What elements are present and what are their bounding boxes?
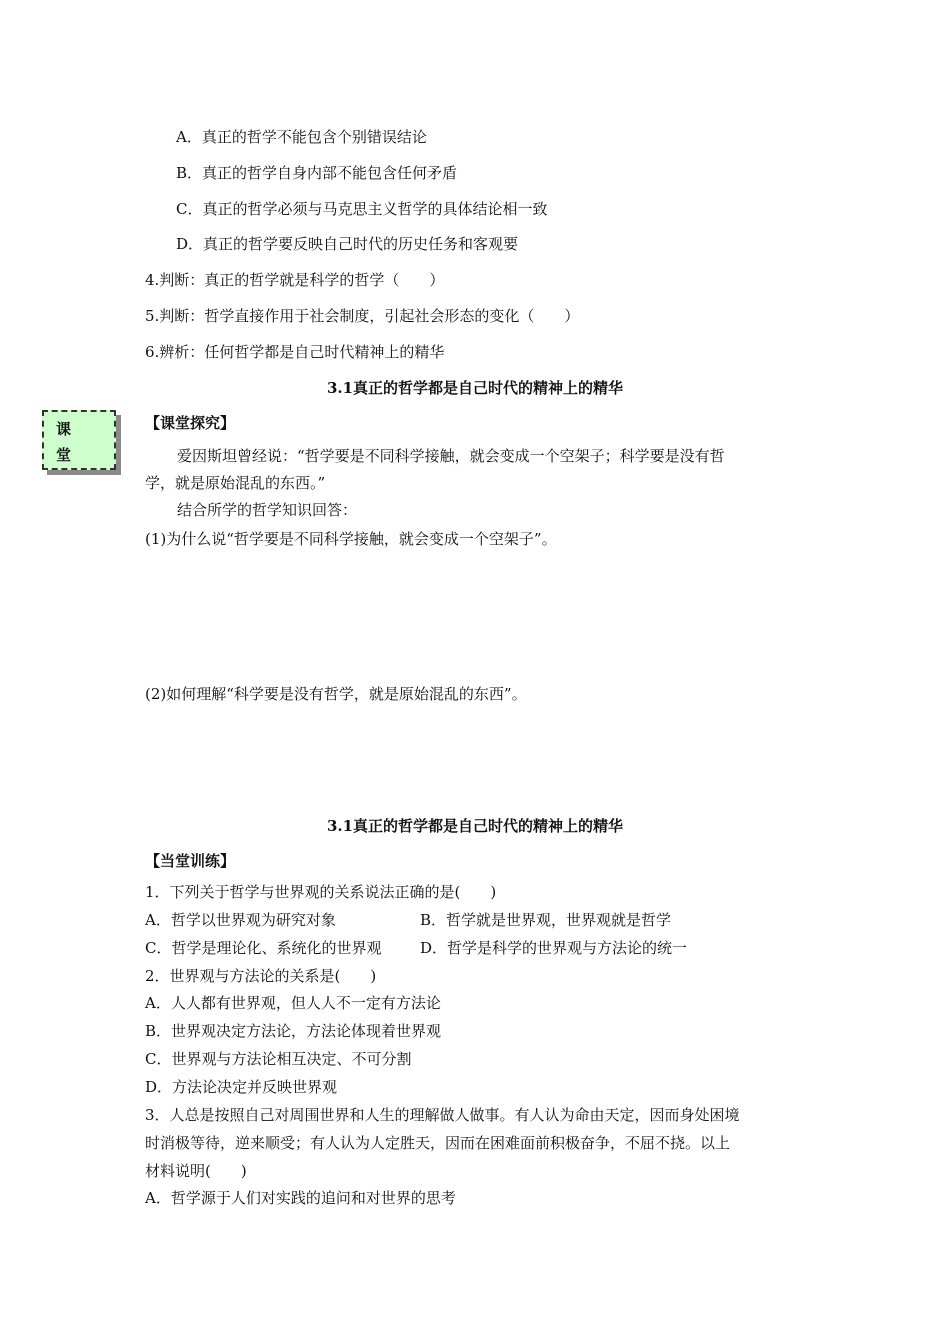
train-q1-option-b: B．哲学就是世界观，世界观就是哲学 xyxy=(420,911,672,929)
train-q2-option-c: C．世界观与方法论相互决定、不可分割 xyxy=(145,1050,412,1068)
train-question-3-line-1: 3．人总是按照自己对周围世界和人生的理解做人做事。有人认为命由天定，因而身处困境 xyxy=(145,1106,740,1124)
train-q2-option-b: B．世界观决定方法论，方法论体现着世界观 xyxy=(145,1022,442,1040)
train-q3-option-a: A．哲学源于人们对实践的追问和对世界的思考 xyxy=(145,1189,456,1207)
question-4: 4.判断：真正的哲学就是科学的哲学（ ） xyxy=(145,271,445,289)
train-q2-option-d: D．方法论决定并反映世界观 xyxy=(145,1078,338,1096)
option-a: A．真正的哲学不能包含个别错误结论 xyxy=(176,128,427,146)
train-q1-option-d: D．哲学是科学的世界观与方法论的统一 xyxy=(420,939,688,957)
train-q1-option-a: A．哲学以世界观为研究对象 xyxy=(145,911,336,929)
sub-question-1: (1)为什么说“哲学要是不同科学接触，就会变成一个空架子”。 xyxy=(145,530,557,548)
train-q1-option-c: C．哲学是理论化、系统化的世界观 xyxy=(145,939,382,957)
classroom-badge xyxy=(42,410,116,470)
option-d: D．真正的哲学要反映自己时代的历史任务和客观要 xyxy=(176,235,519,253)
quote-line-2: 学，就是原始混乱的东西。” xyxy=(145,474,326,492)
train-q2-option-a: A．人人都有世界观，但人人不一定有方法论 xyxy=(145,994,441,1012)
badge-char-1: 课 xyxy=(56,420,72,438)
section2-title: 3.1真正的哲学都是自己时代的精神上的精华 xyxy=(326,817,624,835)
badge-char-2: 堂 xyxy=(56,446,72,464)
prompt-text: 结合所学的哲学知识回答： xyxy=(177,501,358,519)
quote-line-1: 爱因斯坦曾经说：“哲学要是不同科学接触，就会变成一个空架子；科学要是没有哲 xyxy=(177,447,725,465)
section1-title: 3.1真正的哲学都是自己时代的精神上的精华 xyxy=(326,379,624,397)
option-b: B．真正的哲学自身内部不能包含任何矛盾 xyxy=(176,164,458,182)
train-question-3-line-2: 时消极等待，逆来顺受；有人认为人定胜天，因而在困难面前积极奋争，不屈不挠。以上 xyxy=(145,1134,731,1152)
question-5: 5.判断：哲学直接作用于社会制度，引起社会形态的变化（ ） xyxy=(145,307,580,325)
option-c: C．真正的哲学必须与马克思主义哲学的具体结论相一致 xyxy=(176,200,548,218)
sub-question-2: (2)如何理解“科学要是没有哲学，就是原始混乱的东西”。 xyxy=(145,685,527,703)
section2-heading: 【当堂训练】 xyxy=(145,852,236,870)
train-question-1: 1．下列关于哲学与世界观的关系说法正确的是( ) xyxy=(145,883,497,901)
question-6: 6.辨析：任何哲学都是自己时代精神上的精华 xyxy=(145,343,445,361)
train-question-3-line-3: 材料说明( ) xyxy=(145,1162,247,1180)
train-question-2: 2．世界观与方法论的关系是( ) xyxy=(145,967,377,985)
section1-heading: 【课堂探究】 xyxy=(145,414,236,432)
